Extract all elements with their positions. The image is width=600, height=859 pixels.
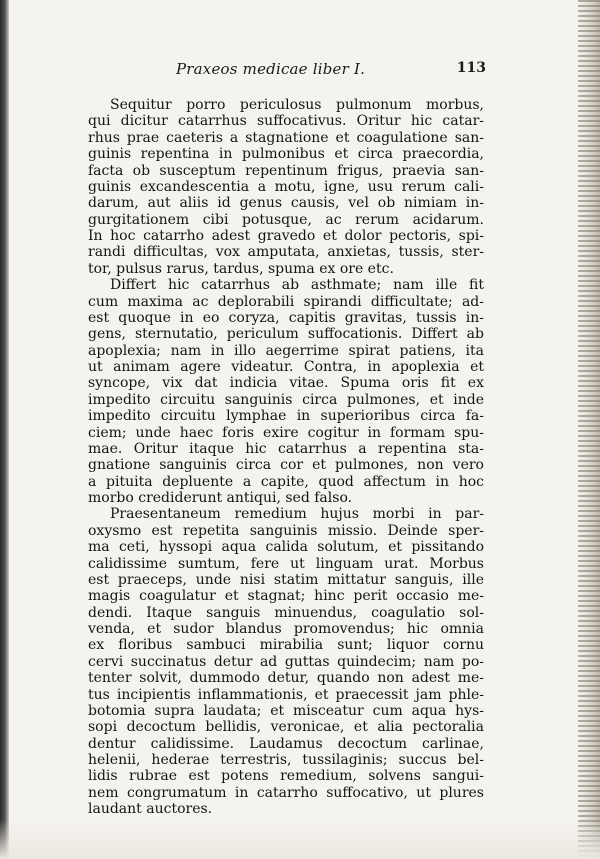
text-line: Differt hic catarrhus ab asthmate; nam ille fit [110, 277, 484, 294]
text-line: In hoc catarrho adest gravedo et dolor pectoris, spi- [88, 228, 484, 244]
text-line: impedito circuitu lymphae in superioribus circa fa- [88, 408, 484, 425]
text-line: Praesentaneum remedium hujus morbi in par- [110, 506, 484, 523]
text-line: botomia supra laudata; et misceatur cum aqua hys- [88, 702, 484, 719]
text-line: facta ob susceptum repentinum frigus, praevia san- [88, 162, 484, 179]
text-line: guinis excandescentia a motu, igne, usu rerum cali- [88, 178, 484, 195]
text-line: est quoque in eo coryza, capitis gravitas, tussis in- [88, 309, 484, 326]
text-line: guinis repentina in pulmonibus et circa praecordia, [88, 146, 484, 163]
text-line: Sequitur porro periculosus pulmonum morbus, [110, 97, 484, 113]
text-line: syncope, vix dat indicia vitae. Spuma oris fit ex [88, 375, 484, 392]
scan-edge-right [578, 0, 600, 859]
text-line: nem congrumatum in catarrho suffocativo, ut plures [88, 784, 484, 801]
text-line: tor, pulsus rarus, tardus, spuma ex ore etc. [88, 260, 394, 277]
text-line: est praeceps, unde nisi statim mittatur sanguis, ille [88, 571, 484, 588]
text-line: dentur calidissime. Laudamus decoctum carlinae, [88, 735, 484, 752]
running-head [86, 60, 486, 82]
scan-edge-left [0, 0, 9, 859]
bottom-shadow [0, 819, 600, 859]
text-line: laudant auctores. [88, 801, 213, 818]
text-line: qui dicitur catarrhus suffocativus. Oritur hic catar- [88, 113, 484, 130]
text-line: darum, aut aliis id genus causis, vel ob nimiam in- [88, 195, 484, 212]
text-line: impedito circuitu sanguinis circa pulmones, et inde [88, 391, 484, 408]
text-line: gnatione sanguinis circa cor et pulmones, non vero [88, 457, 484, 474]
text-line: tus incipientis inflammationis, et praecessit jam phle- [88, 686, 484, 703]
text-line: ex floribus sambuci mirabilia sunt; liquor cornu [88, 637, 484, 654]
text-line: venda, et sudor blandus promovendus; hic omnia [88, 621, 484, 637]
text-line: sopi decoctum bellidis, veronicae, et alia pectoralia [88, 719, 484, 736]
page-number: 113 [456, 60, 486, 76]
text-line: magis coagulatur et stagnat; hinc perit occasio me- [88, 588, 484, 605]
text-line: a pituita depluente a capite, quod affectum in hoc [88, 473, 484, 490]
text-line: oxysmo est repetita sanguinis missio. Deinde sper- [88, 522, 484, 539]
text-line: ut animam agere videatur. Contra, in apoplexia et [88, 359, 484, 375]
text-line: dendi. Itaque sanguis minuendus, coagulatio sol- [88, 604, 484, 621]
text-line: gurgitationem cibi potusque, ac rerum acidarum. [88, 211, 484, 228]
text-line: calidissime sumtum, fere ut linguam urat. Morbus [88, 555, 484, 572]
text-line: cervi succinatus detur ad guttas quindecim; nam po- [88, 653, 484, 670]
text-line: cum maxima ac deplorabili spirandi difficultate; ad- [88, 293, 484, 310]
text-line: gens, sternutatio, periculum suffocationis. Differt ab [88, 326, 484, 343]
text-line: mae. Oritur itaque hic catarrhus a repentina sta- [88, 440, 484, 457]
body-text [88, 97, 484, 818]
text-line: tenter solvit, dummodo detur, quando non adest me- [88, 670, 484, 687]
text-line: randi difficultas, vox amputata, anxietas, tussis, ster- [88, 244, 484, 261]
text-line: helenii, hederae terrestris, tussilaginis; succus bel- [88, 752, 484, 768]
text-line: apoplexia; nam in illo aegerrime spirat patiens, ita [88, 342, 484, 359]
text-line: ciem; unde haec foris exire cogitur in formam spu- [88, 424, 484, 441]
text-line: ma ceti, hyssopi aqua calida solutum, et pissitando [88, 539, 484, 556]
text-line: lidis rubrae est potens remedium, solvens sangui- [88, 768, 484, 785]
text-line: rhus prae caeteris a stagnatione et coagulatione san- [88, 129, 484, 146]
text-line: morbo crediderunt antiqui, sed falso. [88, 490, 353, 506]
running-title: Praxeos medicae liber I. [176, 60, 366, 78]
